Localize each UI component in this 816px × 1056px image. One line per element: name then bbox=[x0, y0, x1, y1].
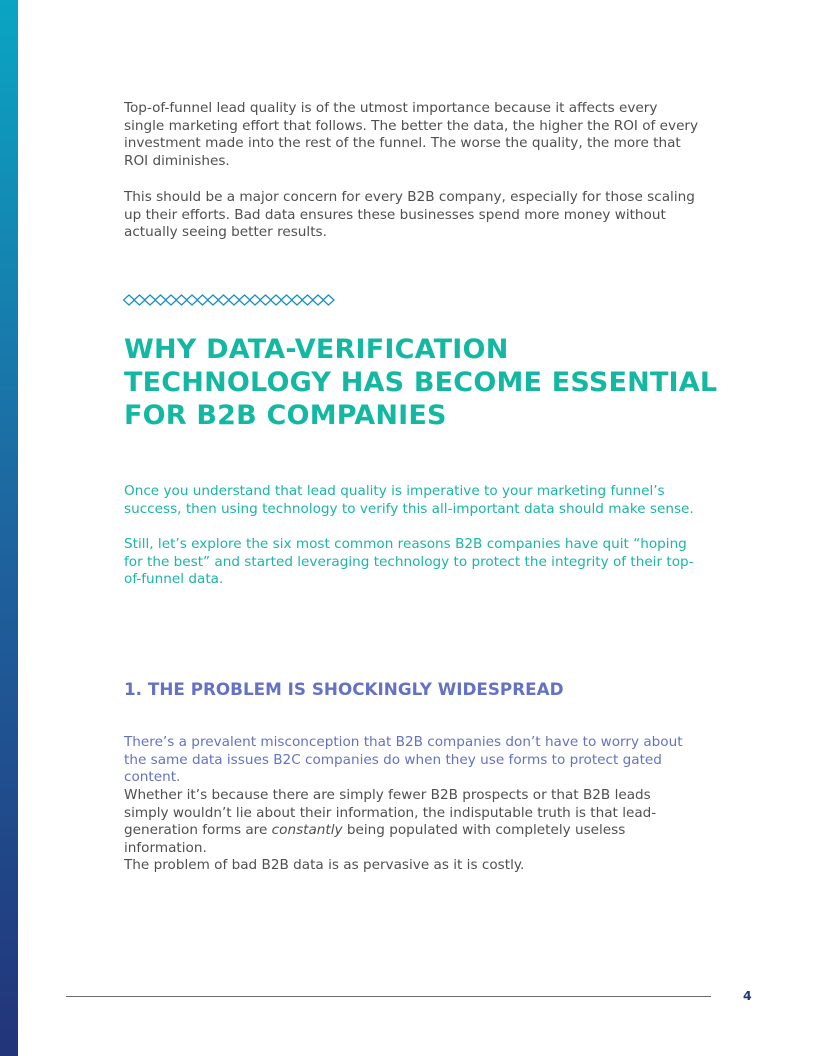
diamond-shape bbox=[239, 295, 250, 305]
diamond-shape bbox=[218, 295, 229, 305]
section-lead-2: Still, let’s explore the six most common reasons B2B companies have quit “hoping for the best” and started leveraging technology to protect the integrity of their top-of-funnel data. bbox=[124, 536, 694, 588]
diamond-shape bbox=[271, 295, 282, 305]
diamond-shape bbox=[250, 295, 261, 305]
diamond-shape bbox=[145, 295, 156, 305]
diamond-shape bbox=[281, 295, 292, 305]
diamond-shape bbox=[176, 295, 187, 305]
subsection-closing: The problem of bad B2B data is as pervasive as it is costly. bbox=[124, 857, 525, 873]
diamond-shape bbox=[208, 295, 219, 305]
diamond-shape bbox=[229, 295, 240, 305]
intro-paragraph-1: Top-of-funnel lead quality is of the utmost importance because it affects every single marketing effort that follows. The better the data, the higher the ROI of every investment made into the rest of the funnel. The worse the quality, the more that ROI diminishes. bbox=[124, 100, 699, 169]
side-gradient-bar bbox=[0, 0, 18, 1056]
footer-divider bbox=[66, 996, 711, 997]
diamond-shape bbox=[124, 295, 135, 305]
subsection-heading: 1. THE PROBLEM IS SHOCKINGLY WIDESPREAD bbox=[124, 679, 564, 699]
section-lead-1: Once you understand that lead quality is imperative to your marketing funnel’s success, then using technology to verify this all-important data should make sense. bbox=[124, 483, 694, 517]
subsection-body bbox=[124, 787, 699, 857]
diamond-shape bbox=[313, 295, 324, 305]
body-text-emphasis: constantly bbox=[271, 822, 343, 839]
section-heading: WHY DATA-VERIFICATION TECHNOLOGY HAS BECOME ESSENTIAL FOR B2B COMPANIES bbox=[124, 334, 718, 431]
diamond-divider-icon bbox=[123, 293, 337, 307]
intro-paragraph-2: This should be a major concern for every B2B company, especially for those scaling up their efforts. Bad data ensures these businesses spend more money without actually seeing better results. bbox=[124, 189, 695, 241]
diamond-shape bbox=[260, 295, 271, 305]
diamond-shape bbox=[134, 295, 145, 305]
page-number: 4 bbox=[743, 988, 752, 1003]
body-text-after: being populated with completely useless information. bbox=[124, 822, 626, 856]
diamond-shape bbox=[323, 295, 334, 305]
diamond-shape bbox=[197, 295, 208, 305]
body-text-before: Whether it’s because there are simply fewer B2B prospects or that B2B leads simply wouldn’t lie about their information, the indisputable truth is that lead-generation forms are bbox=[124, 787, 657, 839]
diamond-shape bbox=[302, 295, 313, 305]
subsection-callout: There’s a prevalent misconception that B2B companies don’t have to worry about the same data issues B2C companies do when they use forms to protect gated content. bbox=[124, 734, 683, 786]
diamond-shape bbox=[155, 295, 166, 305]
diamond-shape bbox=[292, 295, 303, 305]
diamond-shape bbox=[187, 295, 198, 305]
diamond-shape bbox=[166, 295, 177, 305]
